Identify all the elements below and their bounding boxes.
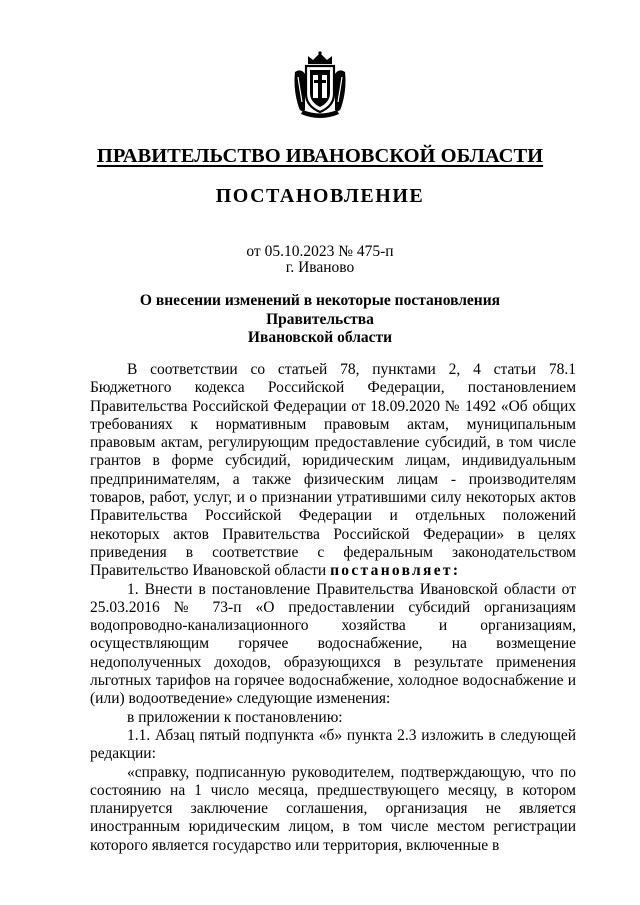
item-1-paragraph: 1. Внести в постановление Правительства Ивановской области от 25.03.2016 № 73-п «О предоставлении субсидий организациям водопроводно-канализационного хозяйства и организациям, осуществляющим горячее водоснабжение, на возмещение недополученных доходов, образующихся в результате применения льготных тарифов на горячее водоснабжение, холодное водоснабжение и (или) водоотведение» следующие изменения: (90, 580, 576, 708)
document-body (90, 361, 576, 855)
subject-line-2: Ивановской области (247, 329, 393, 346)
government-title: ПРАВИТЕЛЬСТВО ИВАНОВСКОЙ ОБЛАСТИ (96, 145, 544, 167)
item-1-intro-paragraph: в приложении к постановлению: (127, 708, 343, 726)
document-type: ПОСТАНОВЛЕНИЕ (215, 185, 425, 207)
document-city: г. Иваново (285, 259, 355, 276)
decree-word: постановляет: (330, 562, 461, 580)
preamble-paragraph (90, 361, 576, 581)
document-subject (90, 292, 550, 348)
item-1-1-paragraph: 1.1. Абзац пятый подпункта «б» пункта 2.3 изложить в следующей редакции: (90, 726, 576, 763)
subject-line-1: О внесении изменений в некоторые постановления Правительства (139, 292, 501, 328)
document-date-number: от 05.10.2023 № 475-п (246, 243, 394, 260)
coat-of-arms-icon (291, 50, 349, 122)
quote-paragraph: «справку, подписанную руководителем, подтверждающую, что по состоянию на 1 число месяца, предшествующего месяцу, в котором планируется заключение соглашения, организация не является иностранным юридическим лицом, в том числе местом регистрации которого является государство или территория, включенные в (90, 763, 576, 854)
preamble-text: В соответствии со статьей 78, пунктами 2, 4 статьи 78.1 Бюджетного кодекса Российской Федерации, постановлением Правительства Российской Федерации от 18.09.2020 № 1492 «Об общих требованиях к нормативным правовым актам, муниципальным правовым актам, регулирующим предоставление субсидий, в том числе грантов в форме субсидий, юридическим лицам, индивидуальным предпринимателям, а также физическим лицам - производителям товаров, работ, услуг, и о признании утратившими силу некоторых актов Правительства Российской Федерации и отдельных положений некоторых актов Правительства Российской Федерации» в целях приведения в соответствие с федеральным законодательством Правительство Ивановской области (90, 361, 576, 580)
